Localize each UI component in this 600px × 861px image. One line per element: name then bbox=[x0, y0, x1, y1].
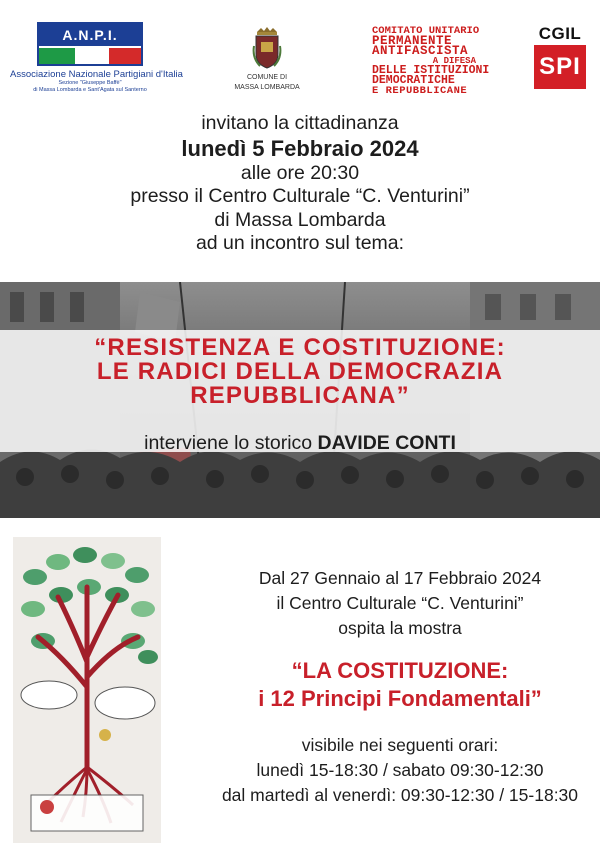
exhibition-dates: Dal 27 Gennaio al 17 Febbraio 2024 bbox=[258, 568, 542, 588]
comitato-line-7: E REPUBBLICANE bbox=[372, 85, 468, 97]
exhibition-venue: il Centro Culturale “C. Venturini” bbox=[276, 593, 524, 613]
talk-title-line-3: REPUBBLICANA” bbox=[190, 382, 410, 409]
invite-line: invitano la cittadinanza bbox=[201, 112, 399, 134]
comitato-line-4: A DIFESA bbox=[432, 56, 476, 66]
exhibition-block bbox=[200, 566, 600, 808]
speaker-name: DAVIDE CONTI bbox=[317, 432, 456, 454]
event-time: alle ore 20:30 bbox=[240, 161, 360, 184]
cgil-spi-logo bbox=[533, 25, 587, 89]
event-date: lunedì 5 Febbraio 2024 bbox=[181, 135, 419, 161]
exhibition-hosts: ospita la mostra bbox=[338, 618, 462, 638]
comitato-line-2: PERMANENTE bbox=[372, 34, 453, 48]
talk-title-line-2: LE RADICI DELLA DEMOCRAZIA bbox=[96, 358, 504, 385]
comune-label-1: COMUNE DI bbox=[246, 74, 288, 81]
opening-hours bbox=[200, 733, 600, 808]
anpi-area: di Massa Lombarda e Sant'Agata sul Santerno bbox=[33, 87, 147, 93]
event-town: di Massa Lombarda bbox=[214, 208, 386, 231]
anpi-logo bbox=[10, 22, 183, 102]
hours-line-1: lunedì 15-18:30 / sabato 09:30-12:30 bbox=[256, 760, 544, 780]
comitato-logo bbox=[372, 25, 490, 97]
topic-intro: ad un incontro sul tema: bbox=[195, 232, 405, 254]
comitato-line-1: COMITATO UNITARIO bbox=[372, 25, 480, 37]
talk-title-line-1: “RESISTENZA E COSTITUZIONE: bbox=[94, 334, 506, 361]
invitation-block bbox=[0, 112, 600, 256]
anpi-name: Associazione Nazionale Partigiani d'Italia bbox=[10, 69, 183, 80]
coat-of-arms-icon bbox=[252, 26, 282, 72]
comitato-line-5: DELLE ISTITUZIONI bbox=[372, 64, 490, 77]
speaker-line bbox=[0, 432, 600, 455]
logo-header bbox=[0, 0, 600, 100]
event-venue: presso il Centro Culturale “C. Venturini” bbox=[130, 185, 470, 207]
anpi-acronym: A.N.P.I. bbox=[62, 27, 118, 43]
constitution-tree-poster-image bbox=[13, 537, 161, 843]
cgil-label: CGIL bbox=[538, 24, 582, 43]
comitato-line-3: ANTIFASCISTA bbox=[372, 44, 469, 58]
hours-line-2: dal martedì al venerdì: 09:30-12:30 / 15-18:30 bbox=[221, 785, 579, 805]
speaker-prefix: interviene lo storico bbox=[144, 432, 318, 454]
comune-logo bbox=[232, 26, 302, 92]
exhibition-title bbox=[200, 657, 600, 713]
anpi-flag-icon bbox=[37, 22, 143, 66]
talk-title bbox=[0, 336, 600, 408]
exhibition-title-line-2: i 12 Principi Fondamentali” bbox=[258, 686, 542, 711]
hours-intro: visibile nei seguenti orari: bbox=[301, 735, 499, 755]
spi-box: SPI bbox=[534, 45, 586, 89]
comitato-line-6: DEMOCRATICHE bbox=[372, 74, 455, 87]
anpi-section: Sezione "Giuseppe Baffè" bbox=[58, 80, 122, 86]
comune-label-2: MASSA LOMBARDA bbox=[234, 84, 300, 91]
exhibition-title-line-1: “LA COSTITUZIONE: bbox=[291, 658, 509, 683]
